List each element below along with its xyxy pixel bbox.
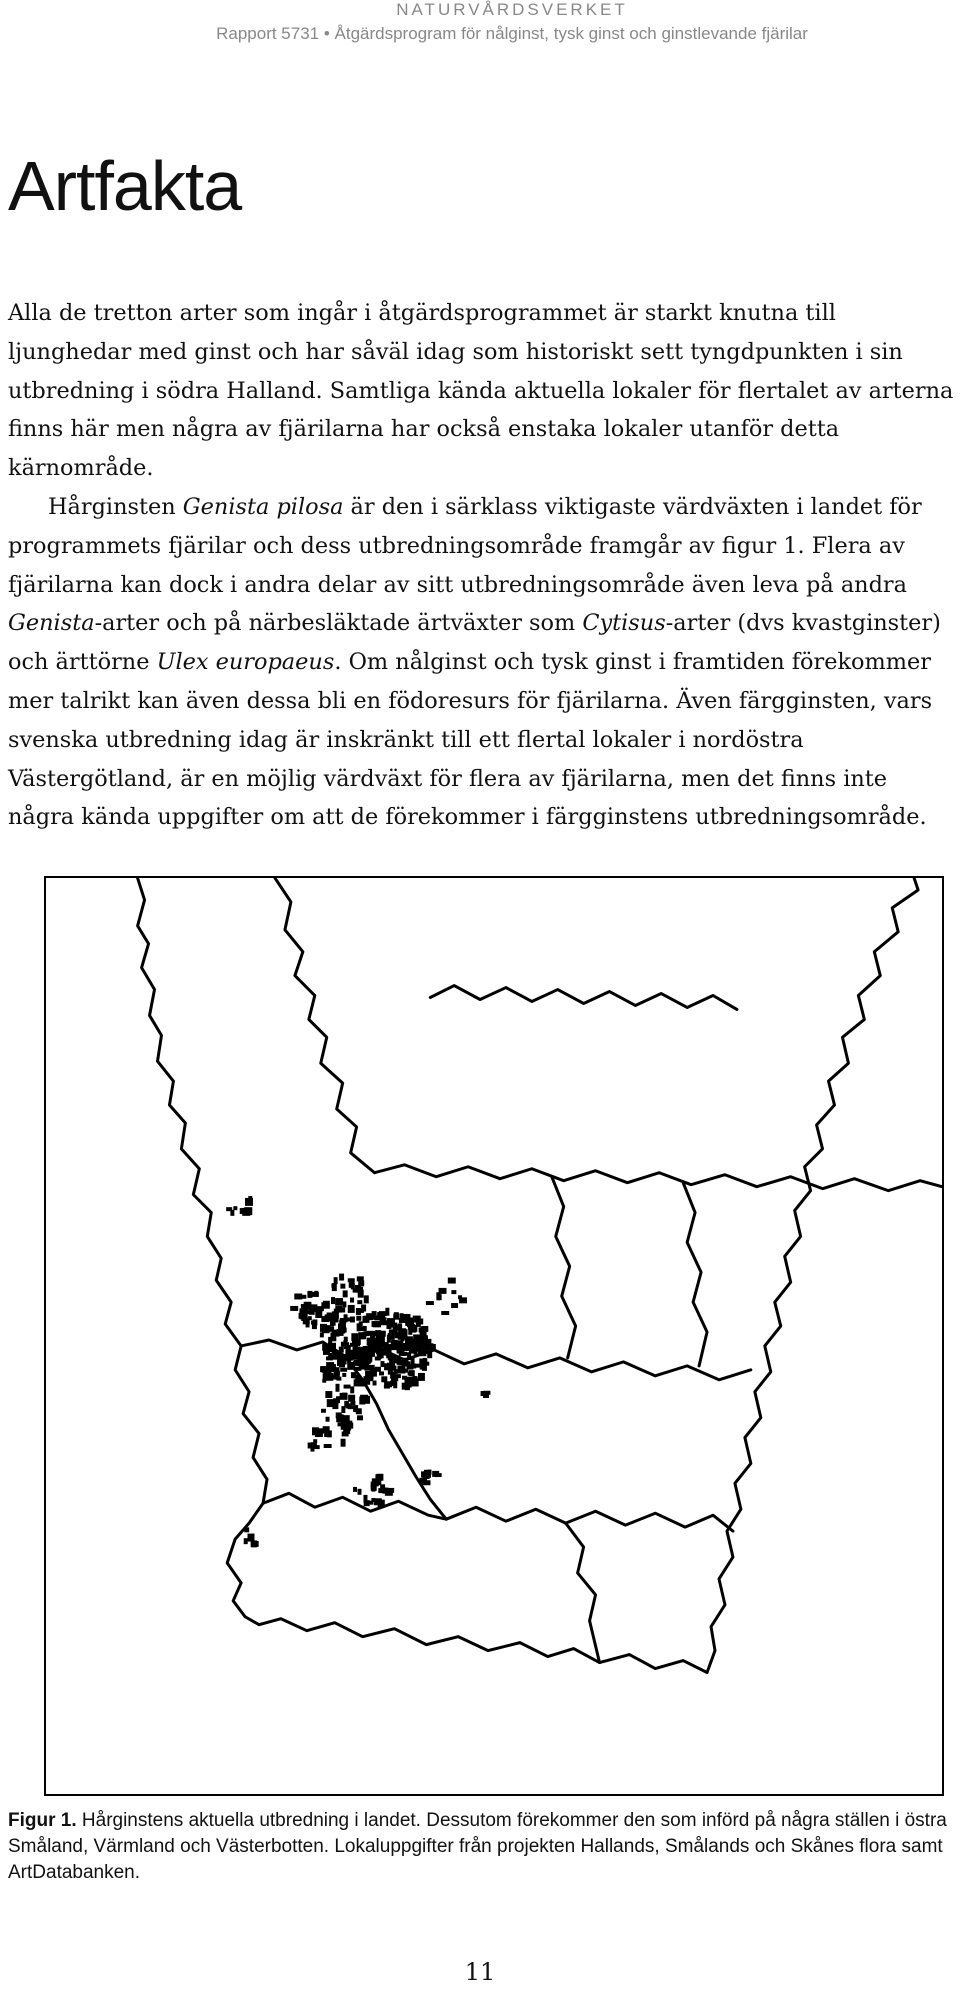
occurrence-dot xyxy=(348,1395,355,1402)
body-text xyxy=(8,294,958,837)
occurrence-dot xyxy=(356,1316,361,1321)
occurrence-dot xyxy=(320,1324,327,1332)
occurrence-dot xyxy=(338,1323,346,1329)
occurrence-dot xyxy=(353,1487,357,1492)
occurrence-dot xyxy=(344,1425,348,1430)
occurrence-dot xyxy=(381,1336,385,1343)
genus-name-genista: Genista xyxy=(8,610,95,637)
occurrence-dot xyxy=(389,1358,393,1365)
occurrence-dot xyxy=(411,1379,419,1387)
occurrence-dot xyxy=(426,1301,434,1305)
occurrence-dot xyxy=(327,1367,331,1374)
figure-caption-text: Hårginstens aktuella utbredning i landet. Dessutom förekommer den som införd på några ställen i östra Småland, Värmland och Västerbotten. Lokaluppgifter från projekten Hallands, Smålands och Skånes flora samt ArtDatabanken. xyxy=(8,1810,947,1883)
occurrence-dot xyxy=(393,1356,401,1363)
occurrence-dot xyxy=(420,1332,427,1340)
occurrence-dot xyxy=(435,1473,442,1477)
distribution-map xyxy=(44,876,944,1796)
occurrence-dot xyxy=(451,1303,458,1308)
occurrence-dot xyxy=(311,1447,315,1452)
occurrence-dot xyxy=(324,1430,328,1437)
figure-caption xyxy=(8,1808,956,1886)
occurrence-dot xyxy=(344,1385,351,1389)
occurrence-dot xyxy=(357,1300,362,1304)
occurrence-dot xyxy=(251,1540,257,1547)
border-skane-north xyxy=(263,1493,733,1531)
occurrence-dot xyxy=(367,1338,374,1346)
occurrence-dot xyxy=(307,1291,312,1298)
occurrence-dot xyxy=(407,1320,413,1327)
section-title: Artfakta xyxy=(8,147,242,225)
paragraph-2 xyxy=(8,488,958,837)
occurrence-dot xyxy=(334,1371,340,1375)
occurrence-dot xyxy=(358,1280,364,1286)
occurrence-dot xyxy=(391,1378,396,1386)
occurrence-dot xyxy=(244,1527,249,1532)
coastline-west xyxy=(138,878,267,1617)
occurrence-dot xyxy=(340,1284,345,1289)
occurrence-dot xyxy=(365,1359,370,1363)
occurrence-dot xyxy=(378,1348,386,1356)
occurrence-dot xyxy=(427,1351,432,1358)
paragraph-2-text-4: -arter (dvs kvastginster) och ärttörne xyxy=(8,610,941,676)
occurrence-dot xyxy=(343,1429,350,1434)
occurrence-dot xyxy=(395,1342,400,1348)
occurrence-dot xyxy=(341,1406,345,1413)
occurrence-dot xyxy=(410,1326,416,1330)
occurrence-dot xyxy=(339,1274,344,1281)
occurrence-dot xyxy=(331,1336,336,1341)
occurrence-dot xyxy=(331,1297,335,1304)
occurrence-dot xyxy=(448,1278,456,1284)
occurrence-dot xyxy=(315,1311,322,1318)
occurrence-dot xyxy=(364,1295,369,1303)
occurrence-dot xyxy=(326,1362,334,1366)
occurrence-dot xyxy=(312,1292,319,1297)
occurrence-dot xyxy=(327,1327,334,1332)
occurrence-dot xyxy=(308,1316,312,1320)
occurrence-dot xyxy=(343,1290,348,1297)
paragraph-2-text-2: är den i särklass viktigaste värdväxten i landet för programmets fjärilar och dess utbredningsområde framgår av figur 1. Flera av fjärilarna kan dock i andra delar av sitt utbredningsområde även leva på andra xyxy=(8,493,922,598)
occurrence-dot xyxy=(345,1401,349,1405)
occurrence-dot xyxy=(405,1336,413,1343)
occurrence-dot xyxy=(233,1206,237,1210)
occurrence-dot xyxy=(309,1309,315,1315)
occurrence-dot xyxy=(400,1313,404,1320)
occurrence-dot xyxy=(375,1357,381,1361)
occurrence-dot xyxy=(315,1429,323,1437)
occurrence-dot xyxy=(344,1314,348,1322)
occurrence-dot xyxy=(245,1198,253,1206)
occurrence-dot xyxy=(324,1444,332,1448)
occurrence-dot xyxy=(337,1359,343,1366)
coastline-south xyxy=(245,1617,707,1673)
occurrence-dot xyxy=(372,1311,377,1318)
occurrence-dot xyxy=(424,1471,428,1476)
occurrence-dot xyxy=(394,1312,399,1316)
border-norway xyxy=(275,878,375,1173)
occurrence-dot xyxy=(336,1377,341,1381)
species-name-genista-pilosa: Genista pilosa xyxy=(182,493,344,520)
border-vanern xyxy=(430,986,737,1010)
occurrence-dot xyxy=(299,1308,307,1315)
occurrence-dot xyxy=(311,1321,316,1325)
occurrence-dot xyxy=(430,1344,436,1350)
occurrence-dot xyxy=(340,1393,348,1400)
coastline-east xyxy=(707,878,918,1672)
occurrence-dot xyxy=(348,1278,355,1282)
occurrence-dot xyxy=(321,1409,326,1413)
occurrence-dot xyxy=(362,1396,370,1404)
occurrence-dot xyxy=(379,1371,384,1375)
occurrence-dot xyxy=(341,1439,346,1447)
occurrence-dot xyxy=(384,1381,392,1387)
occurrence-dot xyxy=(351,1372,356,1378)
occurrence-dot xyxy=(351,1282,355,1289)
occurrence-dot xyxy=(356,1308,361,1315)
occurrence-dot xyxy=(417,1339,424,1344)
occurrence-dot xyxy=(361,1305,366,1312)
occurrence-dot xyxy=(326,1417,330,1422)
occurrence-dot xyxy=(348,1305,355,1313)
occurrence-dot xyxy=(365,1371,371,1378)
report-header: Rapport 5731 • Åtgärdsprogram för nålginst, tysk ginst och ginstlevande fjärilar xyxy=(216,24,808,43)
occurrence-dot xyxy=(348,1405,355,1409)
occurrence-dot xyxy=(357,1323,361,1331)
occurrence-dot xyxy=(354,1339,361,1345)
occurrence-dot xyxy=(399,1352,407,1356)
occurrence-dot xyxy=(371,1482,376,1489)
occurrence-dot xyxy=(354,1379,361,1386)
genus-name-cytisus: Cytisus xyxy=(582,610,666,637)
occurrence-dot xyxy=(325,1391,332,1398)
species-name-ulex-europaeus: Ulex europaeus xyxy=(156,649,335,676)
paragraph-1: Alla de tretton arter som ingår i åtgärdsprogrammet är starkt knutna till ljunghedar med ginst och har såväl idag som historiskt sett tyngdpunkten i sin utbredning i södra Halland. Samtliga kända aktuella lokaler för flertalet av arterna finns här men några av fjärilarna har också enstaka lokaler utanför detta kärnområde. xyxy=(8,300,954,482)
occurrence-dot xyxy=(423,1358,427,1365)
occurrence-dot xyxy=(344,1342,349,1349)
occurrence-dot xyxy=(358,1489,362,1495)
occurrence-dot xyxy=(441,1311,449,1315)
occurrence-dot xyxy=(356,1408,362,1414)
occurrence-dot xyxy=(336,1396,340,1403)
paragraph-2-text-1: Hårginsten xyxy=(48,493,183,520)
occurrence-dot xyxy=(419,1478,423,1485)
occurrence-dot xyxy=(332,1355,339,1360)
occurrence-dot xyxy=(230,1210,234,1216)
occurrence-dot xyxy=(350,1298,354,1303)
occurrence-dot xyxy=(369,1331,374,1335)
occurrence-dot xyxy=(357,1415,363,1420)
occurrence-dot xyxy=(338,1308,345,1313)
occurrence-dot xyxy=(340,1368,347,1372)
occurrence-dot xyxy=(348,1423,353,1429)
occurrence-dot xyxy=(344,1337,348,1342)
paragraph-2-text-5: . Om nålginst och tysk ginst i framtiden förekommer mer talrikt kan även dessa bli en födoresurs för fjärilarna. Även färgginsten, vars svenska utbredning idag är inskränkt till ett flertal lokaler i nordöstra Västergötland, är en möjlig värdväxt för flera av fjärilarna, men det finns inte några kända uppgifter om att de förekommer i färgginstens utbredningsområde. xyxy=(8,649,933,831)
occurrence-dot xyxy=(320,1332,324,1337)
occurrence-dot xyxy=(418,1373,425,1381)
map-borders xyxy=(138,878,942,1672)
occurrence-dot xyxy=(339,1347,344,1353)
occurrence-dot xyxy=(242,1208,250,1216)
occurrence-dot xyxy=(387,1335,391,1343)
occurrence-dot xyxy=(328,1343,336,1350)
occurrence-dot xyxy=(350,1316,355,1322)
occurrence-dot xyxy=(438,1294,442,1300)
publisher-header: NATURVÅRDSVERKET xyxy=(396,0,628,19)
occurrence-dot xyxy=(404,1378,408,1384)
occurrence-dot xyxy=(364,1316,368,1323)
occurrence-dot xyxy=(290,1306,298,1311)
occurrence-dot xyxy=(381,1361,385,1367)
occurrence-dot xyxy=(375,1474,381,1480)
occurrence-dot xyxy=(363,1495,367,1503)
border-inland-2 xyxy=(683,1183,707,1366)
occurrence-dot xyxy=(298,1295,306,1299)
occurrence-dot xyxy=(377,1313,385,1318)
occurrence-dot xyxy=(406,1314,410,1319)
occurrence-dot xyxy=(322,1379,326,1383)
occurrence-dot xyxy=(419,1352,426,1356)
occurrence-dot xyxy=(380,1317,387,1325)
occurrence-dot xyxy=(326,1356,333,1360)
occurrence-dot xyxy=(336,1384,340,1392)
occurrence-dot xyxy=(315,1308,323,1312)
occurrence-dot xyxy=(361,1333,365,1338)
occurrence-dot xyxy=(334,1277,338,1284)
occurrence-dot xyxy=(398,1323,402,1331)
occurrence-dot xyxy=(342,1373,346,1377)
occurrence-dot xyxy=(244,1538,248,1544)
occurrence-dot xyxy=(321,1302,325,1308)
occurrence-dot xyxy=(322,1344,328,1351)
occurrence-dot xyxy=(414,1364,422,1368)
paragraph-2-text-3: -arter och på närbesläktade ärtväxter som xyxy=(94,610,583,637)
occurrence-dot xyxy=(409,1346,415,1352)
occurrence-dot xyxy=(363,1326,367,1331)
occurrence-dot xyxy=(325,1375,332,1379)
occurrence-dot xyxy=(335,1298,343,1305)
occurrence-dot xyxy=(373,1381,377,1386)
occurrence-dot xyxy=(378,1499,382,1507)
occurrence-dot xyxy=(413,1342,417,1346)
occurrence-dot xyxy=(359,1363,365,1368)
occurrence-dot xyxy=(382,1488,388,1494)
figure-label: Figur 1. xyxy=(8,1810,77,1831)
occurrence-dot xyxy=(353,1345,358,1350)
occurrence-dot xyxy=(321,1316,329,1322)
border-vastergotland-north xyxy=(375,1165,942,1191)
occurrence-dot xyxy=(388,1367,393,1375)
occurrence-dot xyxy=(376,1332,383,1337)
occurrence-dot xyxy=(451,1290,456,1294)
occurrence-dot xyxy=(393,1326,397,1332)
occurrence-dot xyxy=(339,1414,344,1418)
occurrence-dot xyxy=(403,1369,408,1373)
occurrence-dot xyxy=(357,1355,364,1363)
occurrence-dot xyxy=(483,1391,490,1395)
occurrence-dot xyxy=(404,1329,408,1337)
distribution-map-svg xyxy=(46,878,942,1794)
occurrence-dot xyxy=(342,1301,346,1307)
occurrence-dot xyxy=(356,1287,363,1293)
occurrence-dot xyxy=(416,1318,423,1324)
occurrence-dot xyxy=(335,1367,340,1371)
occurrence-dot xyxy=(331,1284,336,1288)
border-inland-1 xyxy=(552,1177,576,1358)
page-number: 11 xyxy=(464,1958,496,1986)
occurrence-dot xyxy=(350,1386,354,1393)
occurrence-dot xyxy=(422,1326,428,1332)
border-blekinge xyxy=(566,1523,600,1662)
occurrence-dot xyxy=(458,1295,462,1299)
